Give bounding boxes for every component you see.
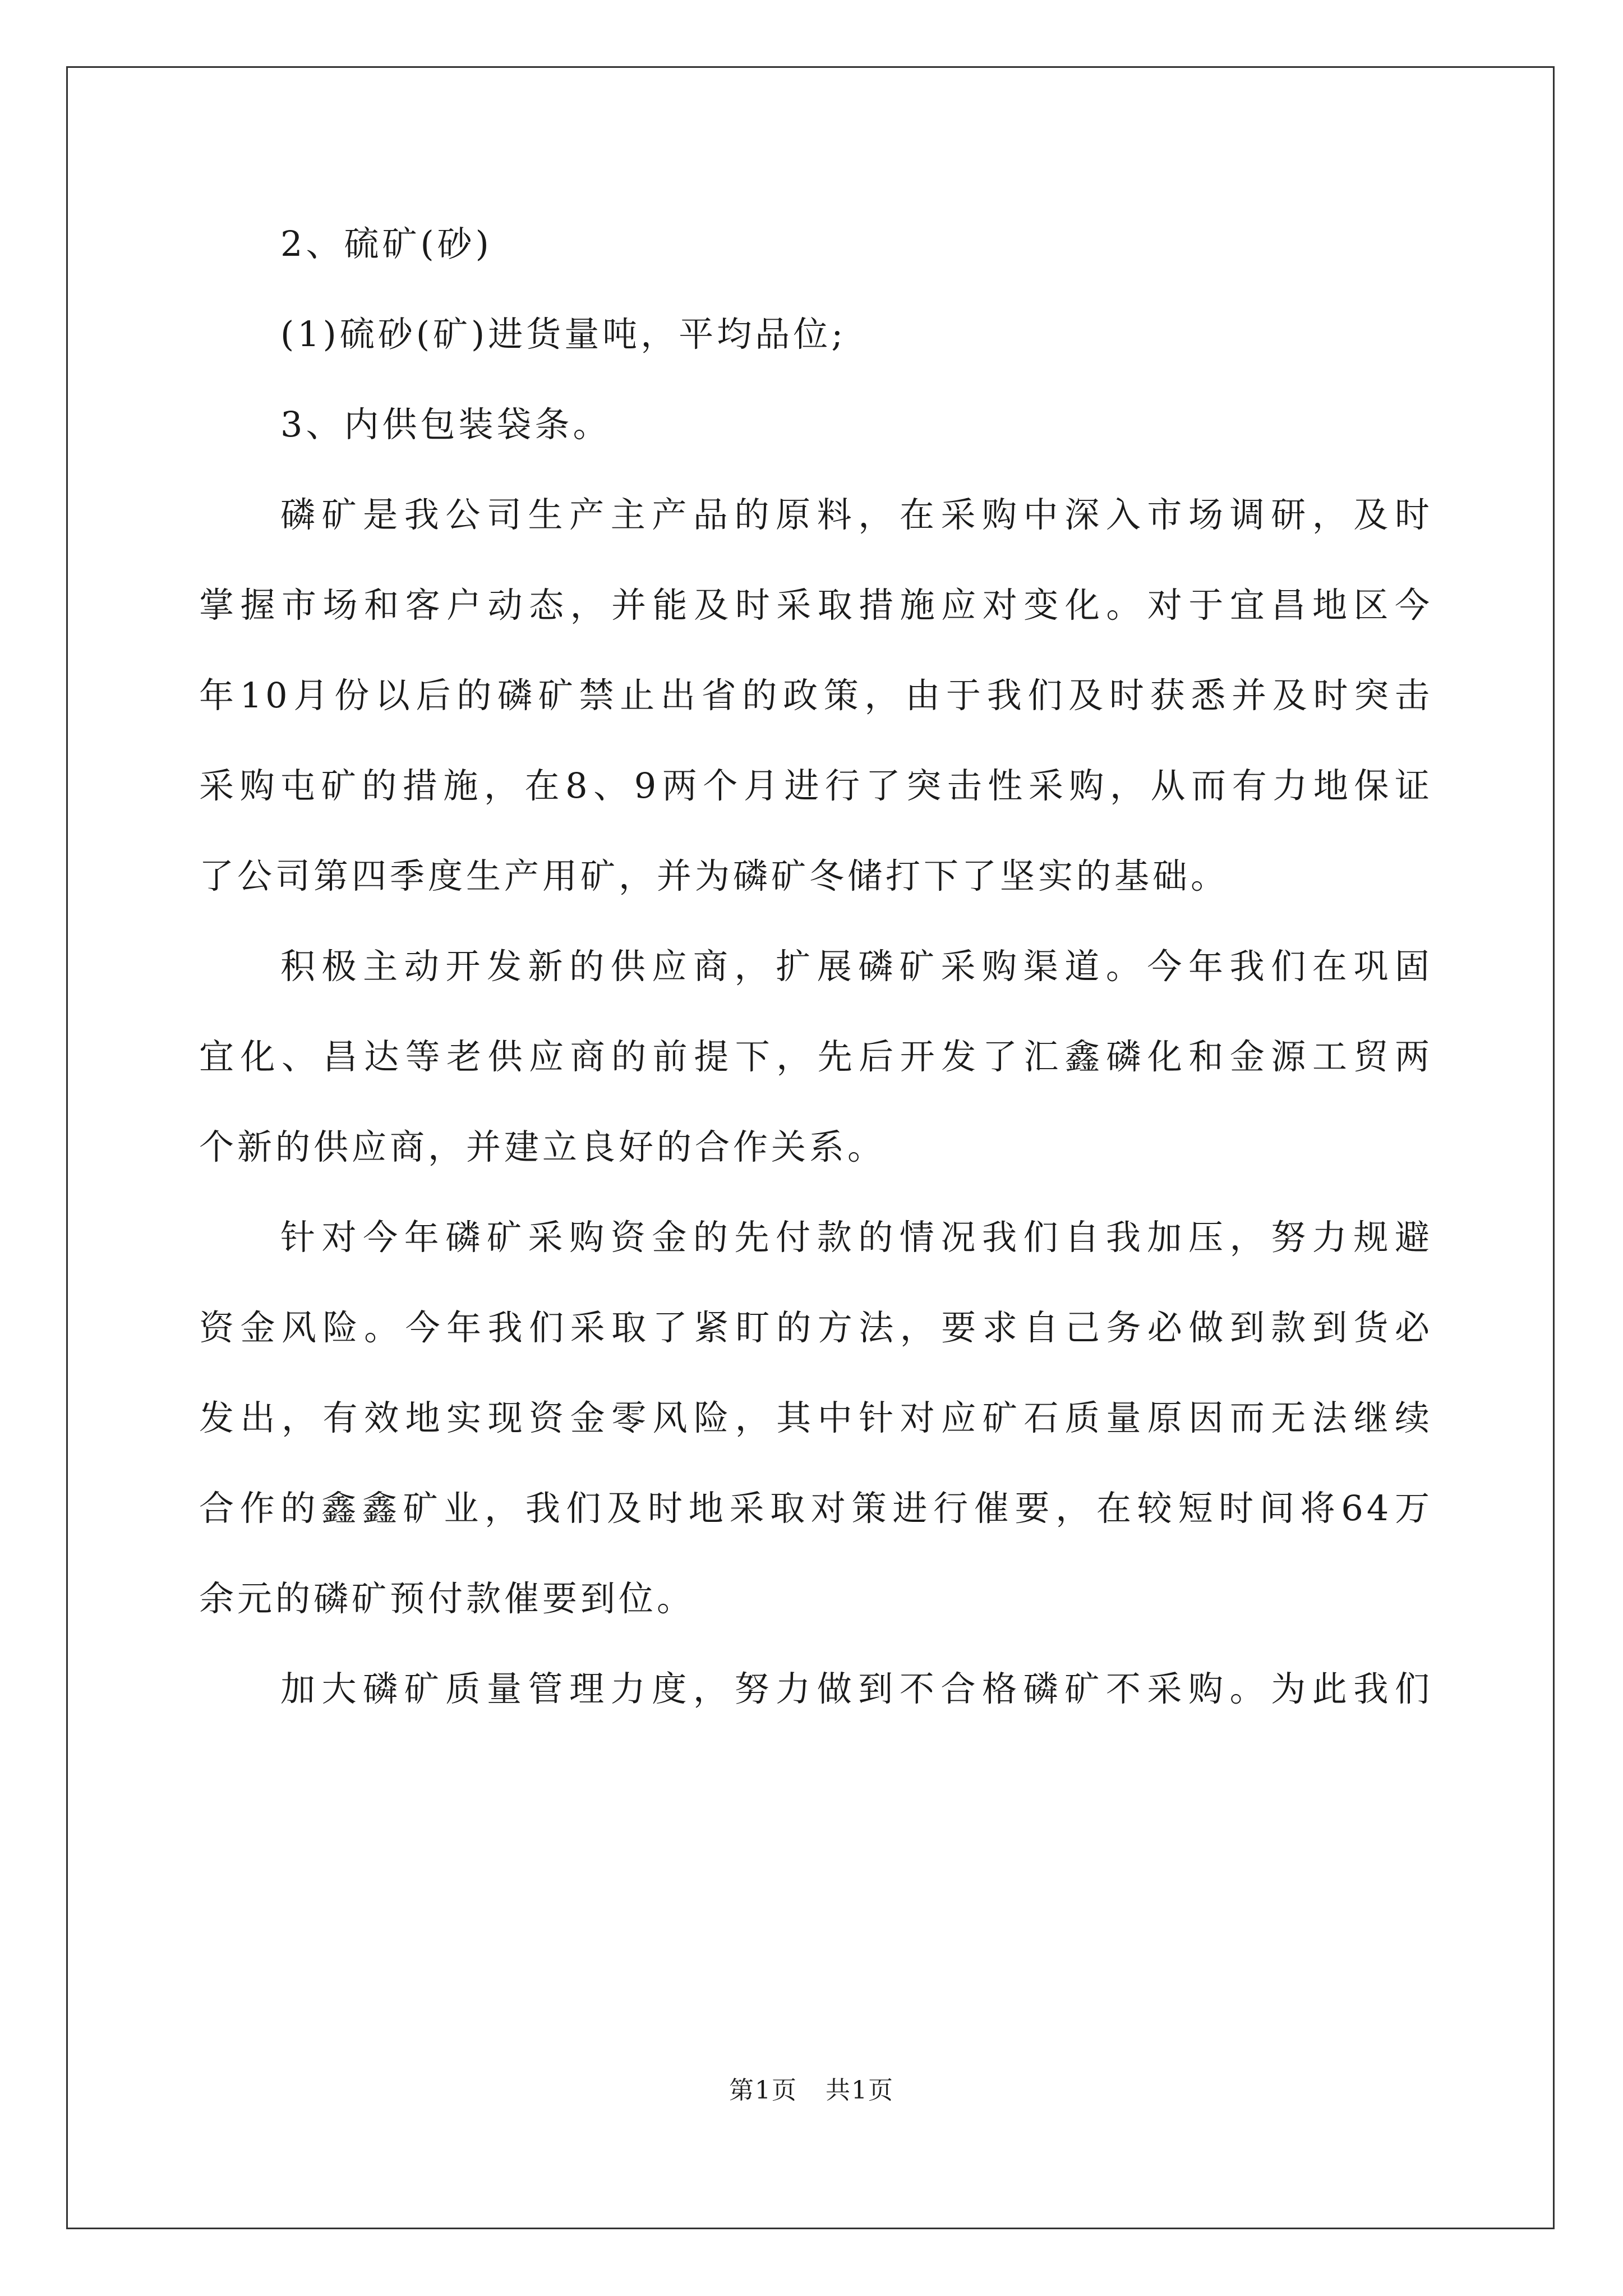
text-line: 掌握市场和客户动态，并能及时采取措施应对变化。对于宜昌地区今 [199,585,1433,625]
text-line: 磷矿是我公司生产主产品的原料，在采购中深入市场调研，及时 [280,494,1433,535]
document-body [199,213,1433,1749]
text-line: 加大磷矿质量管理力度，努力做到不合格磷矿不采购。为此我们 [280,1668,1433,1709]
text-line: 2、硫矿(砂) [280,223,492,264]
text-line: 了公司第四季度生产用矿，并为磷矿冬储打下了坚实的基础。 [199,855,1229,896]
text-line: 积极主动开发新的供应商，扩展磷矿采购渠道。今年我们在巩固 [280,946,1433,987]
text-line: 针对今年磷矿采购资金的先付款的情况我们自我加压，努力规避 [280,1217,1433,1258]
page-footer [0,2070,1623,2106]
text-line: 资金风险。今年我们采取了紧盯的方法，要求自己务必做到款到货必 [199,1307,1433,1348]
text-line: 3、内供包装袋条。 [280,404,611,445]
text-line: 发出，有效地实现资金零风险，其中针对应矿石质量原因而无法继续 [199,1397,1433,1438]
page-number-current: 第1页 [729,2076,797,2105]
text-line: 个新的供应商，并建立良好的合作关系。 [199,1126,886,1167]
text-line: 采购屯矿的措施，在8、9两个月进行了突击性采购，从而有力地保证 [199,765,1433,806]
text-line: (1)硫砂(矿)进货量吨，平均品位; [280,314,847,355]
text-line: 年10月份以后的磷矿禁止出省的政策，由于我们及时获悉并及时突击 [199,675,1433,716]
text-line: 余元的磷矿预付款催要到位。 [199,1578,695,1619]
text-line: 合作的鑫鑫矿业，我们及时地采取对策进行催要，在较短时间将64万 [199,1488,1433,1529]
page-number-total: 共1页 [826,2076,894,2105]
text-line: 宜化、昌达等老供应商的前提下，先后开发了汇鑫磷化和金源工贸两 [199,1036,1433,1077]
